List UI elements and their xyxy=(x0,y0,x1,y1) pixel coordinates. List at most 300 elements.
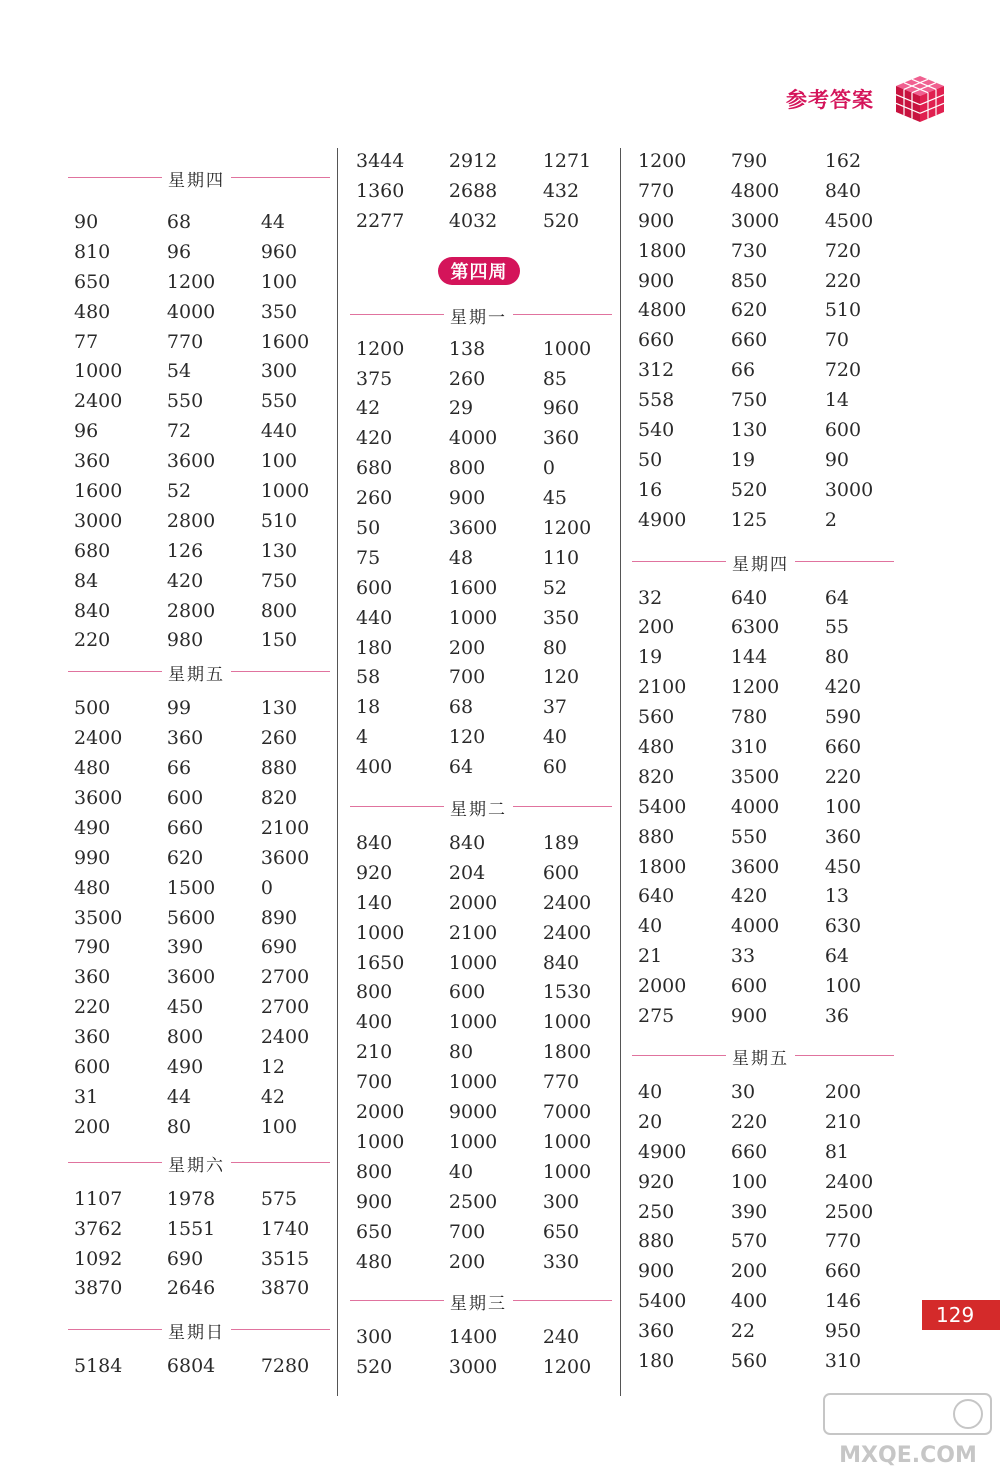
answer-cell: 120 xyxy=(448,726,486,749)
answer-row xyxy=(68,537,330,567)
answer-cell: 3444 xyxy=(356,150,405,172)
answer-cell: 900 xyxy=(638,1260,675,1283)
answer-cell: 490 xyxy=(166,1056,204,1079)
answer-cell: 52 xyxy=(166,480,192,503)
answer-rows xyxy=(68,1185,330,1305)
answer-cell: 890 xyxy=(260,906,298,929)
answer-cell: 18 xyxy=(356,696,381,719)
answer-row xyxy=(350,1128,612,1158)
answer-cell: 210 xyxy=(824,1110,862,1133)
answer-cell: 420 xyxy=(356,427,393,450)
answer-row xyxy=(350,1248,612,1278)
answer-cell: 13 xyxy=(824,885,849,908)
answer-cell: 80 xyxy=(448,1041,474,1064)
answer-cell: 660 xyxy=(638,329,675,352)
answer-cell: 40 xyxy=(542,726,567,749)
answer-cell: 790 xyxy=(74,936,111,959)
answer-cell: 2400 xyxy=(74,727,123,750)
answer-row xyxy=(632,207,894,237)
answer-row xyxy=(68,724,330,754)
answer-cell: 75 xyxy=(356,546,381,569)
answer-row xyxy=(632,972,894,1002)
answer-cell: 3762 xyxy=(74,1217,123,1240)
answer-cell: 660 xyxy=(166,816,204,839)
answer-cell: 1271 xyxy=(542,150,592,172)
answer-cell: 730 xyxy=(730,239,768,262)
answer-cell: 900 xyxy=(638,209,675,232)
answer-cell: 14 xyxy=(824,389,849,412)
answer-cell: 96 xyxy=(166,240,192,263)
answer-cell: 2500 xyxy=(824,1200,874,1223)
answer-cell: 2000 xyxy=(448,891,498,914)
day-header xyxy=(350,303,612,333)
answer-rows xyxy=(632,1078,894,1377)
answer-cell: 1107 xyxy=(74,1187,123,1210)
answer-cell: 200 xyxy=(824,1080,862,1103)
answer-rows xyxy=(68,1352,330,1382)
answer-row xyxy=(68,844,330,874)
answer-cell: 58 xyxy=(356,666,381,689)
answer-cell: 126 xyxy=(166,539,204,562)
day-label: 星期六 xyxy=(162,1151,231,1176)
answer-cell: 68 xyxy=(166,211,192,233)
answer-cell: 560 xyxy=(638,706,675,729)
answer-cell: 20 xyxy=(638,1110,663,1133)
answer-row xyxy=(350,484,612,514)
answer-cell: 960 xyxy=(542,397,580,420)
answer-cell: 200 xyxy=(448,636,486,659)
answer-row xyxy=(350,1068,612,1098)
day-header xyxy=(68,166,330,196)
answer-cell: 560 xyxy=(730,1349,768,1372)
answer-row xyxy=(68,626,330,656)
answer-row xyxy=(350,574,612,604)
answer-cell: 2400 xyxy=(260,1026,310,1049)
answer-cell: 1650 xyxy=(356,951,405,974)
answer-cell: 558 xyxy=(638,389,675,412)
answer-cell: 420 xyxy=(166,569,204,592)
answer-cell: 520 xyxy=(730,478,768,501)
answer-cell: 375 xyxy=(356,367,393,390)
answer-cell: 1551 xyxy=(166,1217,216,1240)
answer-cell: 590 xyxy=(824,706,862,729)
answer-row xyxy=(68,904,330,934)
answer-cell: 19 xyxy=(638,646,663,669)
answer-cell: 680 xyxy=(356,457,393,480)
answer-cell: 400 xyxy=(356,756,393,779)
answer-cell: 1000 xyxy=(260,480,310,503)
answer-cell: 21 xyxy=(638,945,663,968)
answer-cell: 90 xyxy=(74,211,99,233)
answer-cell: 660 xyxy=(824,736,862,759)
answer-cell: 5184 xyxy=(74,1355,123,1378)
answer-cell: 1000 xyxy=(74,360,123,383)
answer-row xyxy=(68,357,330,387)
answer-row xyxy=(68,1023,330,1053)
answer-cell: 80 xyxy=(542,636,567,659)
answer-cell: 575 xyxy=(260,1187,298,1210)
answer-row xyxy=(632,1078,894,1108)
answer-cell: 130 xyxy=(730,419,768,442)
answer-cell: 4 xyxy=(356,726,369,749)
answer-cell: 45 xyxy=(542,487,567,510)
answer-row xyxy=(68,754,330,784)
day-header xyxy=(632,1044,894,1074)
answer-cell: 64 xyxy=(448,756,474,779)
answer-row xyxy=(68,328,330,358)
answer-row xyxy=(350,859,612,889)
answer-cell: 3000 xyxy=(74,509,123,532)
answer-cell: 720 xyxy=(824,239,862,262)
day-header xyxy=(68,660,330,690)
answer-cell: 360 xyxy=(542,427,580,450)
answer-cell: 520 xyxy=(542,209,580,232)
answer-cell: 960 xyxy=(260,240,298,263)
answer-row xyxy=(350,335,612,365)
answer-row xyxy=(350,753,612,783)
answer-cell: 1000 xyxy=(448,951,498,974)
answer-cell: 640 xyxy=(638,885,675,908)
answer-row xyxy=(632,326,894,356)
answer-cell: 700 xyxy=(448,666,486,689)
answer-column-1 xyxy=(68,166,330,1382)
answer-cell: 1800 xyxy=(542,1041,592,1064)
answer-cell: 100 xyxy=(824,795,862,818)
answer-cell: 3000 xyxy=(730,209,780,232)
answer-cell: 680 xyxy=(74,539,111,562)
answer-cell: 1000 xyxy=(542,337,592,360)
answer-row xyxy=(350,634,612,664)
answer-cell: 6804 xyxy=(166,1355,216,1378)
answer-row xyxy=(632,1108,894,1138)
answer-cell: 900 xyxy=(356,1190,393,1213)
day-header xyxy=(350,1289,612,1319)
answer-cell: 3600 xyxy=(166,450,216,473)
answer-cell: 310 xyxy=(824,1349,862,1372)
week-label: 第四周 xyxy=(450,261,508,283)
answer-cell: 66 xyxy=(166,757,192,780)
answer-cell: 1600 xyxy=(260,330,310,353)
answer-cell: 50 xyxy=(356,517,381,540)
answer-cell: 2100 xyxy=(638,676,687,699)
answer-cell: 400 xyxy=(356,1011,393,1034)
answer-cell: 0 xyxy=(542,457,555,480)
answer-cell: 80 xyxy=(824,646,849,669)
answer-cell: 22 xyxy=(730,1320,756,1343)
answer-row xyxy=(632,1168,894,1198)
answer-row xyxy=(68,417,330,447)
answer-cell: 68 xyxy=(448,696,474,719)
answer-row xyxy=(632,386,894,416)
answer-cell: 432 xyxy=(542,179,580,202)
answer-row xyxy=(350,514,612,544)
answer-cell: 204 xyxy=(448,861,486,884)
day-label: 星期日 xyxy=(162,1318,231,1343)
answer-cell: 990 xyxy=(74,846,111,869)
answer-cell: 200 xyxy=(730,1260,768,1283)
answer-row xyxy=(68,1352,330,1382)
answer-row xyxy=(350,978,612,1008)
answer-cell: 600 xyxy=(542,861,580,884)
answer-cell: 312 xyxy=(638,359,675,382)
answer-row xyxy=(350,1323,612,1353)
answer-cell: 4800 xyxy=(730,179,780,202)
answer-cell: 450 xyxy=(824,855,862,878)
answer-cell: 1000 xyxy=(448,606,498,629)
answer-cell: 260 xyxy=(356,487,393,510)
answer-cell: 650 xyxy=(356,1220,393,1243)
answer-row xyxy=(632,733,894,763)
answer-cell: 4000 xyxy=(730,915,780,938)
answer-cell: 12 xyxy=(260,1056,285,1079)
answer-cell: 840 xyxy=(448,832,486,855)
answer-cell: 44 xyxy=(260,211,285,233)
answer-cell: 5400 xyxy=(638,1290,687,1313)
answer-row xyxy=(632,912,894,942)
answer-cell: 600 xyxy=(356,576,393,599)
answer-cell: 4000 xyxy=(730,795,780,818)
answer-cell: 80 xyxy=(166,1115,192,1138)
answer-row xyxy=(350,1158,612,1188)
answer-cell: 146 xyxy=(824,1290,862,1313)
answer-cell: 1200 xyxy=(356,337,405,360)
answer-cell: 100 xyxy=(260,1115,298,1138)
answer-cell: 980 xyxy=(166,629,204,652)
answer-row xyxy=(350,1098,612,1128)
answer-cell: 250 xyxy=(638,1200,675,1223)
answer-row xyxy=(350,365,612,395)
answer-row xyxy=(632,763,894,793)
answer-cell: 480 xyxy=(74,757,111,780)
answer-cell: 800 xyxy=(260,599,298,622)
answer-row xyxy=(68,1185,330,1215)
answer-cell: 220 xyxy=(730,1110,768,1133)
answer-row xyxy=(632,823,894,853)
answer-cell: 6300 xyxy=(730,616,780,639)
answer-cell: 620 xyxy=(166,846,204,869)
answer-cell: 48 xyxy=(448,546,474,569)
answer-cell: 480 xyxy=(74,300,111,323)
answer-cell: 300 xyxy=(542,1190,580,1213)
answer-cell: 880 xyxy=(638,825,675,848)
answer-cell: 125 xyxy=(730,508,768,531)
day-label: 星期五 xyxy=(162,660,231,685)
answer-cell: 100 xyxy=(260,270,298,293)
answer-cell: 2400 xyxy=(542,891,592,914)
answer-row xyxy=(632,1257,894,1287)
answer-row xyxy=(350,693,612,723)
answer-row xyxy=(632,296,894,326)
answer-cell: 1000 xyxy=(448,1130,498,1153)
answer-cell: 550 xyxy=(260,390,298,413)
answer-cell: 1200 xyxy=(730,676,780,699)
answer-cell: 420 xyxy=(730,885,768,908)
answer-cell: 1740 xyxy=(260,1217,310,1240)
answer-cell: 9000 xyxy=(448,1101,498,1124)
answer-cell: 480 xyxy=(356,1250,393,1273)
answer-cell: 880 xyxy=(638,1230,675,1253)
answer-row xyxy=(68,993,330,1023)
answer-row xyxy=(632,476,894,506)
answer-row xyxy=(350,889,612,919)
answer-cell: 400 xyxy=(730,1290,768,1313)
answer-cell: 1600 xyxy=(74,480,123,503)
answer-cell: 600 xyxy=(730,975,768,998)
answer-cell: 510 xyxy=(260,509,298,532)
answer-cell: 500 xyxy=(74,697,111,720)
answer-cell: 800 xyxy=(448,457,486,480)
answer-row xyxy=(350,829,612,859)
answer-cell: 650 xyxy=(74,270,111,293)
answer-cell: 37 xyxy=(542,696,567,719)
answer-row xyxy=(350,394,612,424)
answer-cell: 19 xyxy=(730,448,756,471)
answer-row xyxy=(632,613,894,643)
answer-cell: 110 xyxy=(542,546,580,569)
answer-cell: 1092 xyxy=(74,1247,123,1270)
answer-cell: 1000 xyxy=(356,921,405,944)
answer-rows xyxy=(632,147,894,536)
answer-cell: 840 xyxy=(356,832,393,855)
answer-row xyxy=(68,784,330,814)
answer-row xyxy=(350,663,612,693)
answer-cell: 2912 xyxy=(448,150,498,172)
answer-cell: 480 xyxy=(638,736,675,759)
answer-cell: 700 xyxy=(448,1220,486,1243)
answer-cell: 630 xyxy=(824,915,862,938)
answer-row xyxy=(632,853,894,883)
answer-cell: 2800 xyxy=(166,509,216,532)
answer-cell: 100 xyxy=(730,1170,768,1193)
answer-cell: 120 xyxy=(542,666,580,689)
answer-cell: 1000 xyxy=(542,1160,592,1183)
answer-cell: 690 xyxy=(166,1247,204,1270)
answer-row xyxy=(632,703,894,733)
answer-row xyxy=(632,643,894,673)
answer-cell: 390 xyxy=(730,1200,768,1223)
answer-cell: 84 xyxy=(74,569,99,592)
answer-cell: 300 xyxy=(356,1326,393,1349)
answer-cell: 550 xyxy=(166,390,204,413)
answer-cell: 144 xyxy=(730,646,768,669)
answer-row xyxy=(68,1083,330,1113)
answer-cell: 360 xyxy=(74,966,111,989)
week-badge xyxy=(350,251,612,303)
answer-cell: 360 xyxy=(166,727,204,750)
answer-row xyxy=(350,1353,612,1383)
answer-row xyxy=(68,477,330,507)
answer-cell: 3500 xyxy=(74,906,123,929)
answer-row xyxy=(632,584,894,614)
answer-cell: 240 xyxy=(542,1326,580,1349)
answer-rows xyxy=(350,335,612,783)
answer-row xyxy=(632,1227,894,1257)
answer-row xyxy=(68,208,330,238)
answer-rows xyxy=(350,147,612,237)
day-label: 星期四 xyxy=(726,550,795,575)
day-label: 星期一 xyxy=(444,303,513,328)
day-label: 星期二 xyxy=(444,795,513,820)
answer-row xyxy=(68,874,330,904)
answer-row xyxy=(68,1053,330,1083)
day-header xyxy=(632,550,894,580)
answer-cell: 350 xyxy=(260,300,298,323)
answer-cell: 920 xyxy=(638,1170,675,1193)
answer-cell: 52 xyxy=(542,576,567,599)
answer-cell: 210 xyxy=(356,1041,393,1064)
rubiks-cube-icon xyxy=(892,72,948,126)
answer-cell: 540 xyxy=(638,419,675,442)
answer-cell: 3515 xyxy=(260,1247,310,1270)
answer-row xyxy=(350,544,612,574)
answer-cell: 2688 xyxy=(448,179,498,202)
answer-cell: 660 xyxy=(824,1260,862,1283)
answer-cell: 200 xyxy=(448,1250,486,1273)
answer-row xyxy=(68,238,330,268)
answer-cell: 85 xyxy=(542,367,567,390)
answer-cell: 2100 xyxy=(448,921,498,944)
answer-cell: 750 xyxy=(260,569,298,592)
answer-cell: 60 xyxy=(542,756,567,779)
watermark-text: MXQE.COM xyxy=(839,1443,977,1468)
answer-cell: 330 xyxy=(542,1250,580,1273)
answer-cell: 900 xyxy=(638,269,675,292)
answer-cell: 300 xyxy=(260,360,298,383)
answer-cell: 790 xyxy=(730,150,768,172)
answer-cell: 440 xyxy=(260,420,298,443)
answer-cell: 720 xyxy=(824,359,862,382)
answer-cell: 770 xyxy=(166,330,204,353)
answer-cell: 2700 xyxy=(260,996,310,1019)
answer-cell: 70 xyxy=(824,329,849,352)
answer-row xyxy=(632,147,894,177)
answer-cell: 600 xyxy=(448,981,486,1004)
answer-cell: 3000 xyxy=(448,1356,498,1379)
answer-rows xyxy=(68,208,330,656)
answer-cell: 520 xyxy=(356,1356,393,1379)
answer-cell: 1000 xyxy=(542,1011,592,1034)
answer-row xyxy=(632,1198,894,1228)
answer-row xyxy=(68,597,330,627)
answer-cell: 440 xyxy=(356,606,393,629)
answer-cell: 260 xyxy=(260,727,298,750)
answer-cell: 550 xyxy=(730,825,768,848)
answer-cell: 1200 xyxy=(166,270,216,293)
answer-cell: 99 xyxy=(166,697,192,720)
answer-cell: 4000 xyxy=(166,300,216,323)
answer-cell: 64 xyxy=(824,945,849,968)
answer-cell: 920 xyxy=(356,861,393,884)
answer-cell: 2 xyxy=(824,508,837,531)
answer-cell: 1978 xyxy=(166,1187,216,1210)
answer-row xyxy=(68,387,330,417)
answer-cell: 42 xyxy=(356,397,381,420)
answer-cell: 7000 xyxy=(542,1101,592,1124)
answer-cell: 220 xyxy=(824,269,862,292)
answer-cell: 1800 xyxy=(638,855,687,878)
answer-cell: 840 xyxy=(542,951,580,974)
answer-cell: 3600 xyxy=(448,517,498,540)
answer-row xyxy=(350,424,612,454)
answer-cell: 5400 xyxy=(638,795,687,818)
answer-rows xyxy=(350,829,612,1277)
answer-row xyxy=(68,963,330,993)
answer-row xyxy=(68,298,330,328)
day-header xyxy=(68,1318,330,1348)
answer-cell: 2400 xyxy=(542,921,592,944)
answer-row xyxy=(68,507,330,537)
answer-cell: 90 xyxy=(824,448,849,471)
